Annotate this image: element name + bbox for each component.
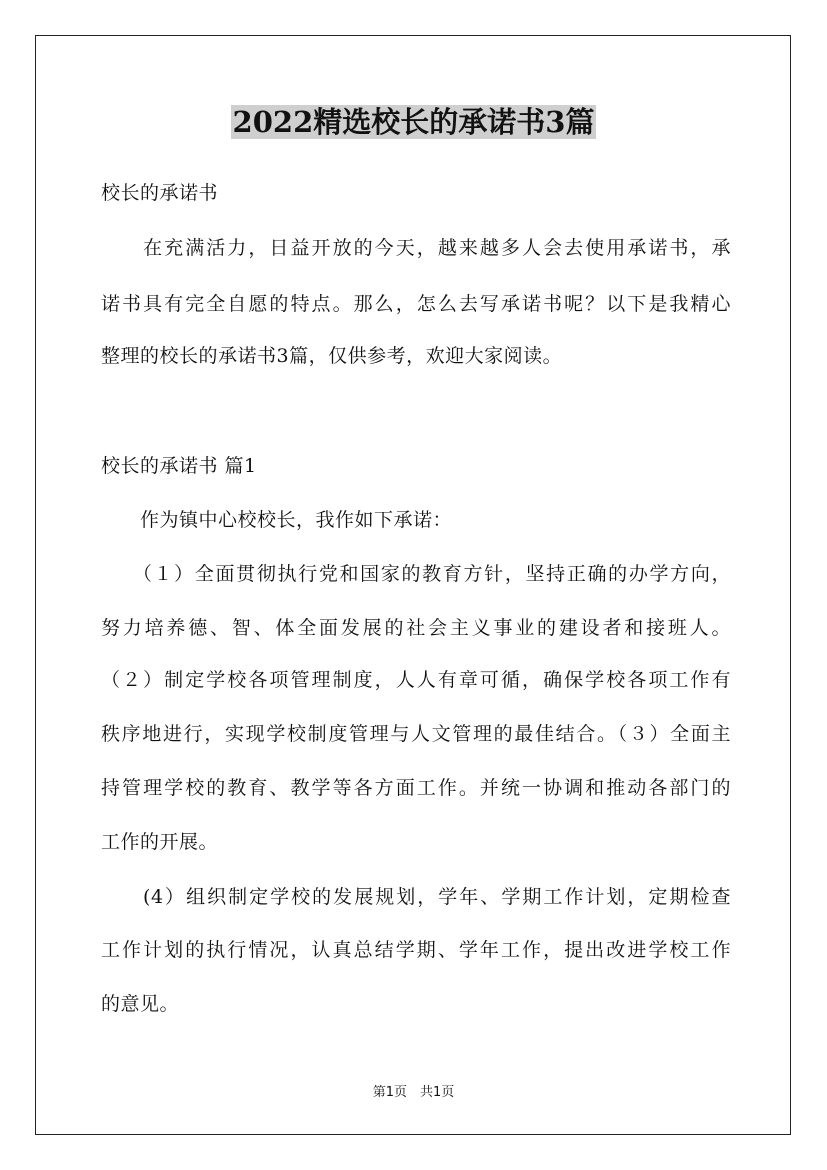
body-line: 持管理学校的教育、教学等各方面工作。并统一协调和推动各部门的 [101,777,731,799]
intro-line: 整理的校长的承诺书3篇，仅供参考，欢迎大家阅读。 [101,345,563,367]
body-line: 工作的开展。 [101,831,219,853]
body-line: 的意见。 [101,993,180,1015]
intro-line: 在充满活力，日益开放的今天，越来越多人会去使用承诺书，承 [101,237,731,259]
body-line: 工作计划的执行情况，认真总结学期、学年工作，提出改进学校工作 [101,939,731,961]
part1-heading: 校长的承诺书 篇1 [101,455,257,477]
page-footer: 第1页 共1页 [372,1085,455,1100]
document-title [0,101,827,143]
body-line: 作为镇中心校校长，我作如下承诺： [101,509,453,531]
body-line: （１）全面贯彻执行党和国家的教育方针，坚持正确的办学方向， [101,563,731,585]
section-heading: 校长的承诺书 [101,182,219,204]
intro-line: 诺书具有完全自愿的特点。那么，怎么去写承诺书呢？以下是我精心 [101,293,731,315]
body-line: （２）制定学校各项管理制度，人人有章可循，确保学校各项工作有 [101,669,731,691]
title-text: 2022精选校长的承诺书3篇 [232,105,595,139]
body-line: (4）组织制定学校的发展规划，学年、学期工作计划，定期检查 [101,886,731,908]
body-line: 秩序地进行，实现学校制度管理与人文管理的最佳结合。（３）全面主 [101,723,731,745]
body-line: 努力培养德、智、体全面发展的社会主义事业的建设者和接班人。 [101,617,731,639]
